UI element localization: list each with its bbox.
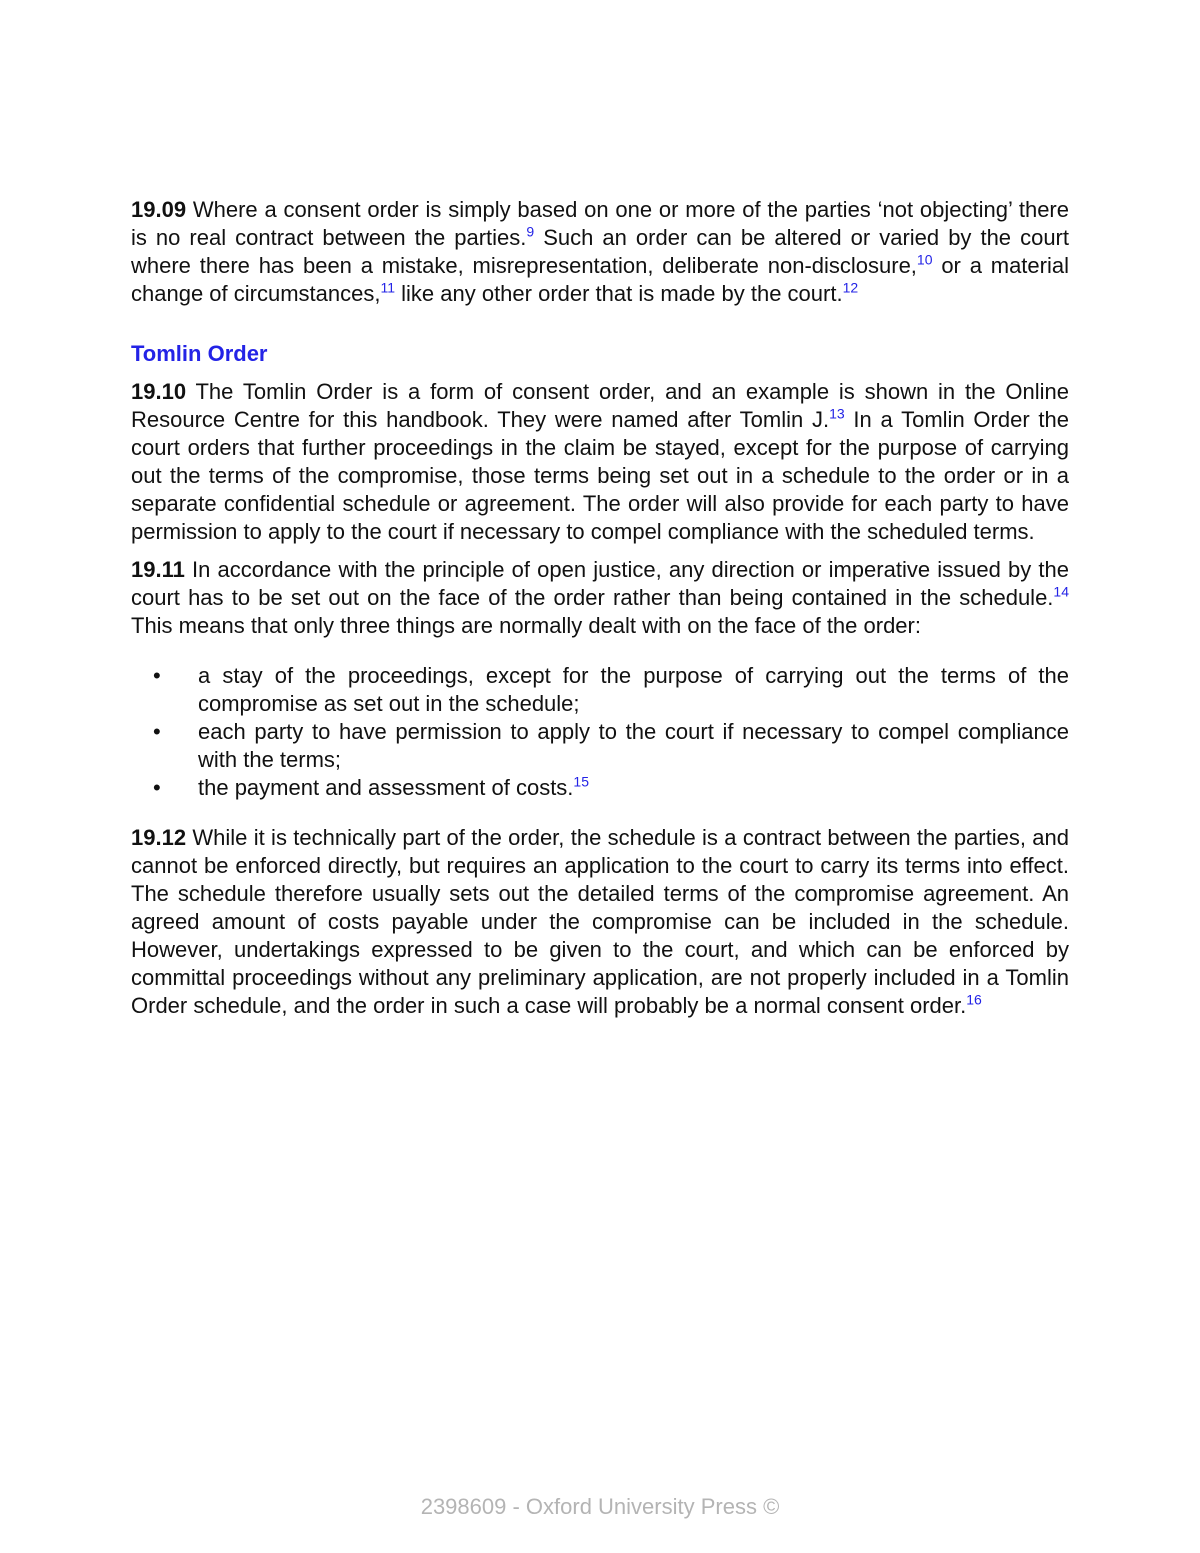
list-item [131,718,1069,774]
list-item-text: a stay of the proceedings, except for the purpose of carrying out the terms of the compromise as set out in the schedule; [198,663,1069,716]
bullet-icon: • [153,719,161,744]
paragraph-number: 19.09 [131,197,187,222]
page-footer: 2398609 - Oxford University Press © [420,1494,780,1519]
list-item-text: the payment and assessment of costs. [198,775,574,800]
section-heading-tomlin-order: Tomlin Order [131,341,268,366]
paragraph-text: Where a consent order is simply based on one or more of the parties ‘not objecting’ there is no real contract between the parties. [131,197,1069,250]
bullet-list [131,662,1069,802]
list-item [131,774,1069,802]
paragraph-text: While it is technically part of the order, the schedule is a contract between the parties, and cannot be enforced directly, but requires an application to the court to carry its terms into effect. The schedule therefore usually sets out the detailed terms of the compromise agreement. An agreed amount of costs payable under the compromise can be included in the schedule. However, undertakings expressed to be given to the court, and which can be enforced by committal proceedings without any preliminary application, are not properly included in a Tomlin Order schedule, and the order in such a case will probably be a normal consent order. [131,825,1069,1018]
document-body [131,196,1069,1030]
paragraph-text: like any other order that is made by the court. [395,281,843,306]
paragraph-text: or a material change of circumstances, [131,253,1069,306]
paragraph-19-12 [131,824,1069,1020]
footnote-ref-9[interactable]: 9 [526,223,535,240]
paragraph-text: Such an order can be altered or varied by the court where there has been a mistake, misrepresentation, deliberate non-disclosure, [131,225,1069,278]
footnote-ref-14[interactable]: 14 [1053,583,1069,600]
paragraph-19-10 [131,378,1069,546]
footnote-ref-12[interactable]: 12 [842,279,859,296]
footnote-ref-15[interactable]: 15 [573,773,589,790]
footnote-ref-10[interactable]: 10 [916,251,933,268]
bullet-icon: • [153,775,161,800]
paragraph-text: The Tomlin Order is a form of consent order, and an example is shown in the Online Resource Centre for this handbook. They were named after Tomlin J. [131,379,1069,432]
list-item [131,662,1069,718]
paragraph-19-09 [131,196,1069,308]
list-item-text: each party to have permission to apply to the court if necessary to compel compliance with the terms; [198,719,1069,772]
footnote-ref-16[interactable]: 16 [966,991,982,1008]
footnote-ref-11[interactable]: 11 [380,279,396,296]
paragraph-19-11 [131,556,1069,640]
paragraph-text: In accordance with the principle of open justice, any direction or imperative issued by the court has to be set out on the face of the order rather than being contained in the schedule. [131,557,1069,610]
paragraph-number: 19.11 [131,557,185,582]
paragraph-text: This means that only three things are normally dealt with on the face of the order: [131,613,921,638]
paragraph-number: 19.10 [131,379,187,404]
paragraph-number: 19.12 [131,825,187,850]
bullet-icon: • [153,663,161,688]
footnote-ref-13[interactable]: 13 [829,405,845,422]
paragraph-text: In a Tomlin Order the court orders that further proceedings in the claim be stayed, except for the purpose of carrying out the terms of the compromise, those terms being set out in a schedule to the order or in a separate confidential schedule or agreement. The order will also provide for each party to have permission to apply to the court if necessary to compel compliance with the scheduled terms. [131,407,1069,544]
